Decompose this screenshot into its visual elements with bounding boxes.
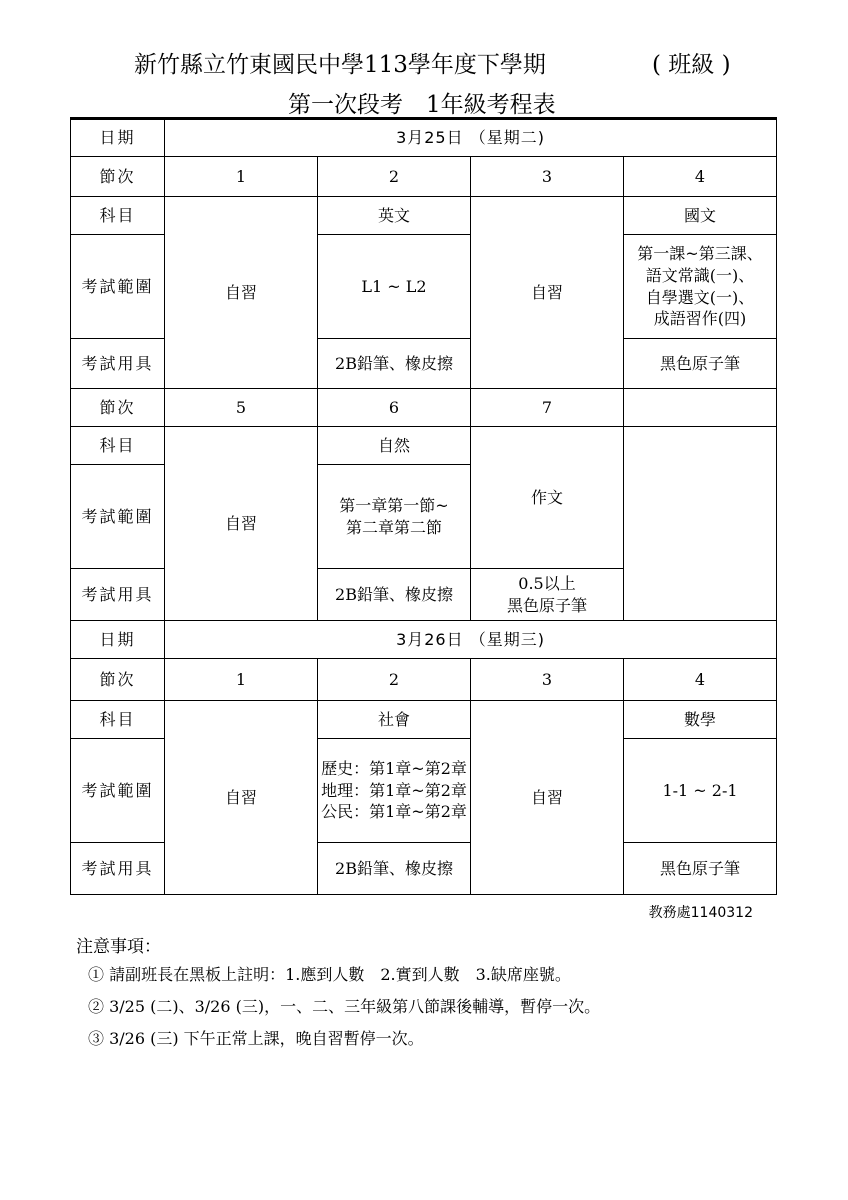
subject-science: 自然 (318, 427, 471, 465)
range-line: 第一章第一節~ (339, 495, 449, 515)
self-study-cell: 自習 (165, 427, 318, 621)
chinese-range (624, 235, 777, 339)
social-range (318, 739, 471, 843)
range-label: 考試範圍 (71, 739, 165, 843)
range-line: 公民：第1章~第2章 (321, 802, 467, 822)
date-label: 日期 (71, 621, 165, 659)
subject-label: 科目 (71, 701, 165, 739)
day1-subject-row (71, 197, 777, 235)
period-number: 2 (318, 157, 471, 197)
self-study-cell: 自習 (471, 701, 624, 895)
period-number: 3 (471, 659, 624, 701)
period-number: 1 (165, 659, 318, 701)
day2-date-row (71, 621, 777, 659)
self-study-cell: 自習 (165, 701, 318, 895)
subject-math: 數學 (624, 701, 777, 739)
document-title-line1: 新竹縣立竹東國民中學113學年度下學期 (134, 52, 546, 78)
english-range: L1 ~ L2 (318, 235, 471, 339)
subject-label: 科目 (71, 197, 165, 235)
self-study-cell: 自習 (165, 197, 318, 389)
science-tools: 2B鉛筆、橡皮擦 (318, 569, 471, 621)
day1-date: 3月25日 （星期二) (165, 119, 777, 157)
day2-period-row (71, 659, 777, 701)
composition-range: 作文 (471, 427, 624, 569)
range-line: 第一課~第三課、 (637, 244, 763, 264)
period-number: 4 (624, 157, 777, 197)
period-number: 1 (165, 157, 318, 197)
period-number: 3 (471, 157, 624, 197)
period-number-empty (624, 389, 777, 427)
period-number: 4 (624, 659, 777, 701)
math-range: 1-1 ~ 2-1 (624, 739, 777, 843)
date-label: 日期 (71, 119, 165, 157)
period-label: 節次 (71, 659, 165, 701)
science-range (318, 465, 471, 569)
period-number: 6 (318, 389, 471, 427)
period-number: 5 (165, 389, 318, 427)
subject-social: 社會 (318, 701, 471, 739)
day2-date: 3月26日 （星期三) (165, 621, 777, 659)
notice-item: ① 請副班長在黑板上註明：1.應到人數 2.實到人數 3.缺席座號。 (88, 965, 571, 984)
notice-title: 注意事項： (76, 937, 161, 957)
notice-item: ② 3/25 (二)、3/26 (三)，一、二、三年級第八節課後輔導，暫停一次。 (88, 997, 601, 1016)
composition-tools (471, 569, 624, 621)
self-study-cell: 自習 (471, 197, 624, 389)
day1-afternoon-period-row (71, 389, 777, 427)
exam-schedule-table (70, 117, 777, 895)
subject-label: 科目 (71, 427, 165, 465)
empty-cell (624, 427, 777, 621)
document-title-line2: 第一次段考 1年級考程表 (288, 92, 556, 118)
range-line: 第二章第二節 (345, 517, 442, 537)
social-tools: 2B鉛筆、橡皮擦 (318, 843, 471, 895)
period-number: 2 (318, 659, 471, 701)
range-line: 成語習作(四) (653, 309, 747, 329)
range-line: 地理：第1章~第2章 (321, 780, 467, 800)
chinese-tools: 黑色原子筆 (624, 339, 777, 389)
day1-period-row (71, 157, 777, 197)
day1-date-row (71, 119, 777, 157)
academic-office-stamp: 教務處1140312 (648, 905, 753, 921)
class-field: ( 班級 ) (652, 52, 731, 78)
period-number: 7 (471, 389, 624, 427)
period-label: 節次 (71, 157, 165, 197)
tools-label: 考試用具 (71, 339, 165, 389)
range-line: 自學選文(一)、 (645, 287, 755, 307)
day2-subject-row (71, 701, 777, 739)
day1-afternoon-subject-row (71, 427, 777, 465)
tools-line: 0.5以上 (518, 573, 576, 593)
range-line: 語文常識(一)、 (645, 265, 755, 285)
math-tools: 黑色原子筆 (624, 843, 777, 895)
range-line: 歷史：第1章~第2章 (321, 759, 467, 779)
tools-label: 考試用具 (71, 569, 165, 621)
tools-label: 考試用具 (71, 843, 165, 895)
range-label: 考試範圍 (71, 235, 165, 339)
range-label: 考試範圍 (71, 465, 165, 569)
subject-english: 英文 (318, 197, 471, 235)
english-tools: 2B鉛筆、橡皮擦 (318, 339, 471, 389)
tools-line: 黑色原子筆 (506, 595, 587, 615)
notice-item: ③ 3/26 (三) 下午正常上課，晚自習暫停一次。 (88, 1029, 424, 1048)
subject-chinese: 國文 (624, 197, 777, 235)
period-label: 節次 (71, 389, 165, 427)
